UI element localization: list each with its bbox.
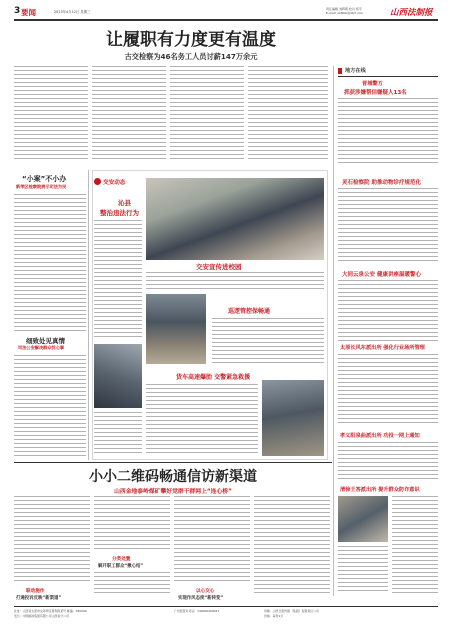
qinxian-subtitle: 整治违法行为 [100, 209, 139, 217]
footer-price: 价格：每份1元 [264, 614, 284, 618]
qinxian-body [94, 220, 142, 340]
sidebar-item-4-source: 太原长风东派出所 [340, 345, 382, 351]
left-story-1-subtitle: 新荣区检察院展示司法为民 [16, 184, 67, 189]
campus-photo [146, 178, 324, 260]
main-headline: 让履职有力度更有温度 [106, 30, 276, 50]
sidebar-item-2-source: 灵石检察院 [342, 180, 370, 186]
sidebar-item-6-source: 清徐王答派出所 [340, 487, 377, 493]
bottom-col-2-body [94, 496, 170, 552]
sidebar-item-4-headline: 强化行业场所管理 [383, 345, 425, 351]
lead-article-col-3 [170, 66, 244, 162]
sidebar-item-2-headline: 助推动物诊疗规范化 [371, 180, 421, 186]
bottom-col-1-subtitle: 打通投诉反映“新渠道” [16, 596, 62, 601]
traffic-misc-body [94, 412, 142, 456]
issue-date: 2023年4月12日 星期三 [54, 10, 91, 14]
sidebar-item-4 [338, 344, 438, 426]
highway-body [146, 384, 258, 456]
page-number: 3 [14, 6, 21, 16]
patrol-body [212, 318, 324, 366]
traffic-tag-label: 交安动态 [103, 180, 126, 186]
highway-photo-2 [262, 380, 324, 456]
bottom-col-2-title: 分类处置 [112, 557, 131, 562]
footer-rule [14, 606, 438, 607]
bottom-col-1-title: 联动施作 [26, 589, 45, 594]
sidebar-item-3 [338, 270, 438, 344]
bottom-col-3-subtitle: 实现作风态度“新转变” [178, 596, 224, 601]
campus-title: 交安宣传进校园 [196, 263, 242, 271]
left-story-2-subtitle: 司法公安解决群众忧心事 [18, 345, 65, 350]
sidebar-header-label: 地方在线 [345, 68, 366, 74]
masthead: 山西法制报 [390, 8, 433, 18]
sidebar-item-5-body [338, 442, 438, 482]
sidebar-header [338, 67, 438, 75]
lead-article-col-4 [248, 66, 328, 162]
sidebar-item-5-heading [340, 432, 420, 439]
sidebar-item-5 [338, 432, 438, 482]
qinxian-title: 沁县 [118, 199, 131, 207]
bottom-col-3-title: 以心交心 [196, 589, 215, 594]
editor-email: E-mail: sxfzbb@163.com [326, 11, 364, 15]
section-name: 要闻 [21, 8, 36, 17]
sidebar-header-rule [338, 76, 438, 77]
left-column-divider [88, 170, 89, 460]
sidebar-item-1-body [338, 98, 438, 164]
sidebar-item-6-heading [340, 486, 420, 493]
footer [14, 609, 438, 633]
sidebar-item-6-body-2 [338, 546, 388, 594]
left-story-1-title: “小案”不小办 [22, 175, 67, 183]
bottom-col-2-body-2 [94, 572, 170, 596]
footer-distribution: 发行：中国邮政集团有限公司山西省分公司 [14, 614, 69, 618]
traffic-badge-icon [94, 178, 101, 185]
sidebar-item-1-headline: 抓获涉嫌帮信嫌疑人13名 [344, 90, 407, 96]
left-story-2-body [14, 355, 86, 458]
header-rule [14, 19, 438, 21]
campus-body [146, 272, 324, 290]
sidebar-header-bar [338, 68, 342, 74]
sidebar-item-2-heading [342, 178, 421, 186]
sidebar-item-6-headline: 提升群众防诈意识 [378, 487, 420, 493]
bottom-col-4-body [254, 496, 330, 596]
left-story-2-title: 细致处见真情 [26, 337, 65, 345]
highway-photo [94, 344, 142, 408]
bottom-col-2-subtitle: 解开职工群众“揪心结” [98, 564, 144, 569]
sidebar-item-3-body [338, 280, 438, 342]
main-subheadline: 古交检察为46名务工人员讨薪147万余元 [124, 52, 258, 61]
sidebar-item-5-source: 孝义阳泉曲派出所 [340, 433, 382, 439]
bottom-subheadline: 山西金地泰岭煤矿攀好党群干群网上“连心桥” [114, 489, 232, 495]
sidebar-item-1 [338, 80, 438, 166]
sidebar-divider [333, 66, 334, 596]
footer-ad-license: 广告经营许可证：140000400027 [174, 609, 220, 613]
footer-address: 社址：山西省太原市尖草坪区胜利街某号 邮编：030006 [14, 609, 87, 613]
sidebar-item-2 [338, 178, 438, 264]
sidebar-item-5-headline: 功投一网上通知 [383, 433, 420, 439]
left-story-1-body [14, 194, 86, 332]
bottom-col-1-body [14, 496, 90, 584]
page-header [14, 6, 438, 20]
sidebar-item-1-source: 晋城警方 [362, 81, 383, 87]
sidebar-item-3-headline: 健康讲座温暖警心 [376, 272, 421, 278]
footer-printing: 印刷：山西日报传媒（集团）有限责任公司 [264, 609, 319, 613]
bottom-col-3-body [174, 496, 250, 584]
lead-article-col-2 [92, 66, 166, 162]
bottom-headline: 小小二维码畅通信访新渠道 [89, 469, 257, 485]
patrol-title: 巡逻管控保畅通 [228, 308, 271, 315]
lead-article-col-1 [14, 66, 88, 162]
editor-line: 责任编辑 刘辉明 校对 郑平 [326, 7, 362, 11]
sidebar-item-3-source: 大同云泉公安 [342, 272, 376, 278]
bottom-divider [14, 462, 332, 463]
sidebar-item-4-body [338, 354, 438, 426]
sidebar-item-4-heading [340, 344, 425, 351]
highway-title: 货车高速爆胎 交警紧急救援 [176, 374, 251, 381]
sidebar-item-3-heading [342, 270, 421, 278]
sidebar-item-6 [338, 486, 438, 596]
sidebar-item-6-photo [338, 496, 388, 542]
sidebar-item-2-body [338, 188, 438, 264]
patrol-photo [146, 294, 206, 364]
sidebar-item-6-body [392, 496, 438, 594]
